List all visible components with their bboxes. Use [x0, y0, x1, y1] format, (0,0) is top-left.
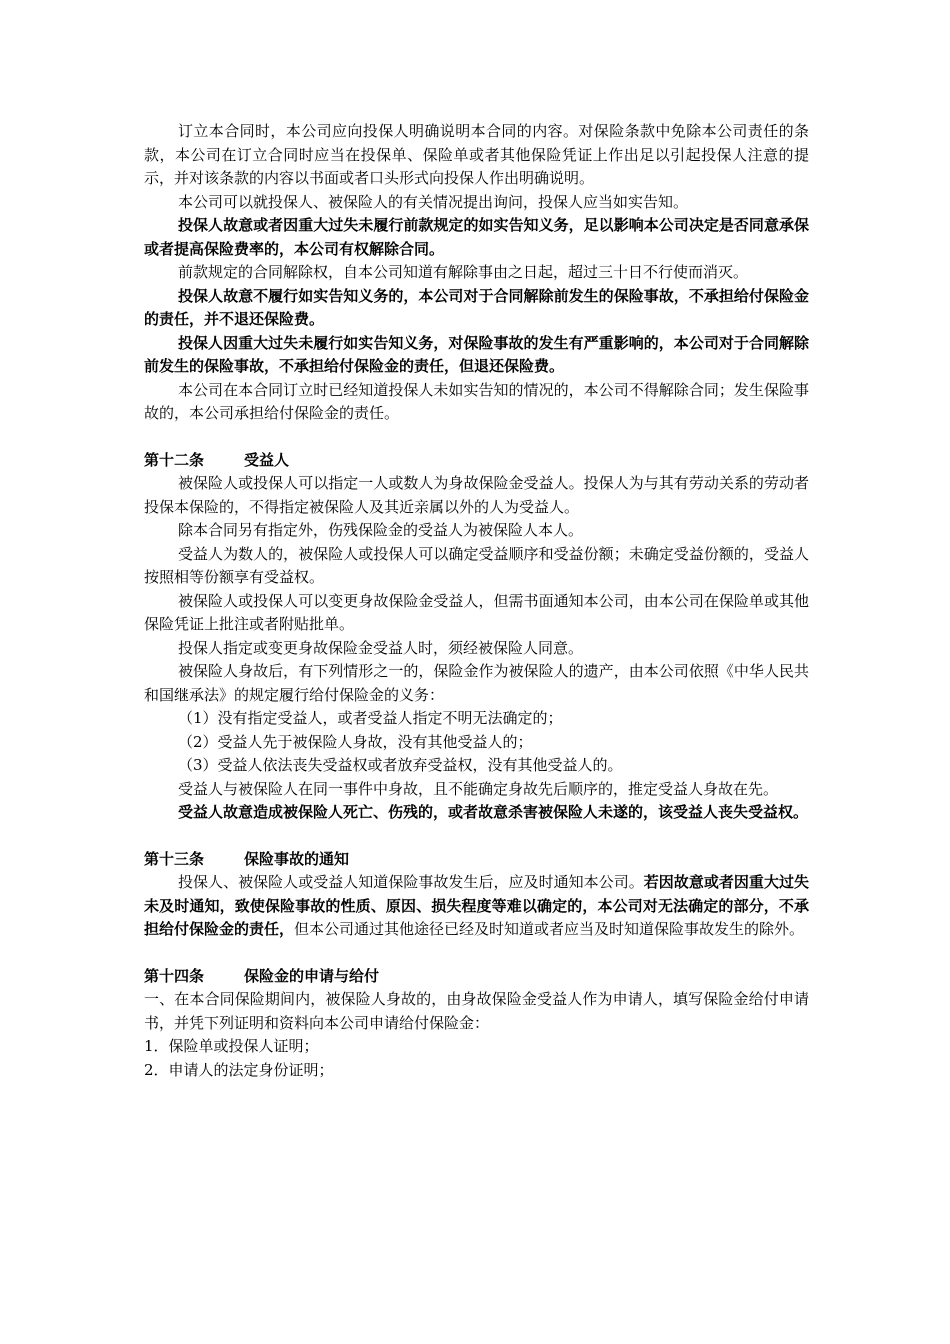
paragraph: 被保险人身故后，有下列情形之一的，保险金作为被保险人的遗产，由本公司依照《中华人民共和国继承法》的规定履行给付保险金的义务：	[144, 662, 809, 704]
document-page	[144, 120, 809, 1082]
paragraph: 本公司可以就投保人、被保险人的有关情况提出询问，投保人应当如实告知。	[178, 192, 689, 211]
paragraph: 受益人与被保险人在同一事件中身故，且不能确定身故先后顺序的，推定受益人身故在先。	[178, 779, 779, 798]
paragraph: 订立本合同时，本公司应向投保人明确说明本合同的内容。对保险条款中免除本公司责任的条款，本公司在订立合同时应当在投保单、保险单或者其他保险凭证上作出足以引起投保人注意的提示，并对该条款的内容以书面或者口头形式向投保人作出明确说明。	[144, 122, 809, 187]
paragraph-mixed	[144, 871, 809, 942]
article-number: 第十三条	[144, 849, 205, 868]
article-title: 保险金的申请与给付	[244, 966, 380, 985]
article-title: 保险事故的通知	[244, 849, 350, 868]
paragraph: 投保人指定或变更身故保险金受益人时，须经被保险人同意。	[178, 638, 584, 657]
list-item: 1．保险单或投保人证明；	[144, 1037, 319, 1055]
paragraph: 被保险人或投保人可以变更身故保险金受益人，但需书面通知本公司，由本公司在保险单或其他保险凭证上批注或者附贴批单。	[144, 591, 809, 633]
paragraph-bold: 受益人故意造成被保险人死亡、伤残的，或者故意杀害被保险人未遂的，该受益人丧失受益权。	[178, 803, 809, 821]
list-item: （3）受益人依法丧失受益权或者放弃受益权，没有其他受益人的。	[178, 756, 623, 774]
paragraph: 一、在本合同保险期间内，被保险人身故的，由身故保险金受益人作为申请人，填写保险金给付申请书，并凭下列证明和资料向本公司申请给付保险金：	[144, 990, 809, 1032]
paragraph-bold: 投保人故意不履行如实告知义务的，本公司对于合同解除前发生的保险事故，不承担给付保险金的责任，并不退还保险费。	[144, 286, 809, 328]
text-run-bold: 若因故意或者因重大过失未及时通知，致使保险事故的性质、原因、损失程度等难以确定的，本公司对无法确定的部分，不承担给付保险金的责任，	[144, 873, 809, 938]
paragraph-bold: 投保人因重大过失未履行如实告知义务，对保险事故的发生有严重影响的，本公司对于合同解除前发生的保险事故，不承担给付保险金的责任，但退还保险费。	[144, 333, 809, 375]
spacer	[144, 825, 809, 848]
article-number: 第十四条	[144, 966, 205, 985]
list-item: 2．申请人的法定身份证明；	[144, 1060, 334, 1079]
paragraph: 本公司在本合同订立时已经知道投保人未如实告知的情况的，本公司不得解除合同；发生保险事故的，本公司承担给付保险金的责任。	[144, 380, 809, 422]
article-13-heading	[144, 848, 809, 872]
article-14-heading	[144, 965, 809, 989]
paragraph: 受益人为数人的，被保险人或投保人可以确定受益顺序和受益份额；未确定受益份额的，受益人按照相等份额享有受益权。	[144, 544, 809, 586]
paragraph-bold: 投保人故意或者因重大过失未履行前款规定的如实告知义务，足以影响本公司决定是否同意承保或者提高保险费率的，本公司有权解除合同。	[144, 216, 809, 258]
list-item: （2）受益人先于被保险人身故，没有其他受益人的；	[178, 732, 533, 751]
spacer	[144, 426, 809, 449]
spacer	[144, 942, 809, 965]
paragraph: 被保险人或投保人可以指定一人或数人为身故保险金受益人。投保人为与其有劳动关系的劳动者投保本保险的，不得指定被保险人及其近亲属以外的人为受益人。	[144, 474, 809, 516]
list-item: （1）没有指定受益人，或者受益人指定不明无法确定的；	[178, 709, 563, 727]
article-number: 第十二条	[144, 450, 205, 469]
paragraph: 前款规定的合同解除权，自本公司知道有解除事由之日起，超过三十日不行使而消灭。	[178, 263, 749, 281]
article-title: 受益人	[244, 450, 290, 469]
paragraph: 除本合同另有指定外，伤残保险金的受益人为被保险人本人。	[178, 521, 584, 539]
article-12-heading	[144, 449, 809, 473]
text-run: 投保人、被保险人或受益人知道保险事故发生后，应及时通知本公司。	[178, 873, 644, 891]
text-run: 但本公司通过其他途径已经及时知道或者应当及时知道保险事故发生的除外。	[294, 920, 805, 938]
